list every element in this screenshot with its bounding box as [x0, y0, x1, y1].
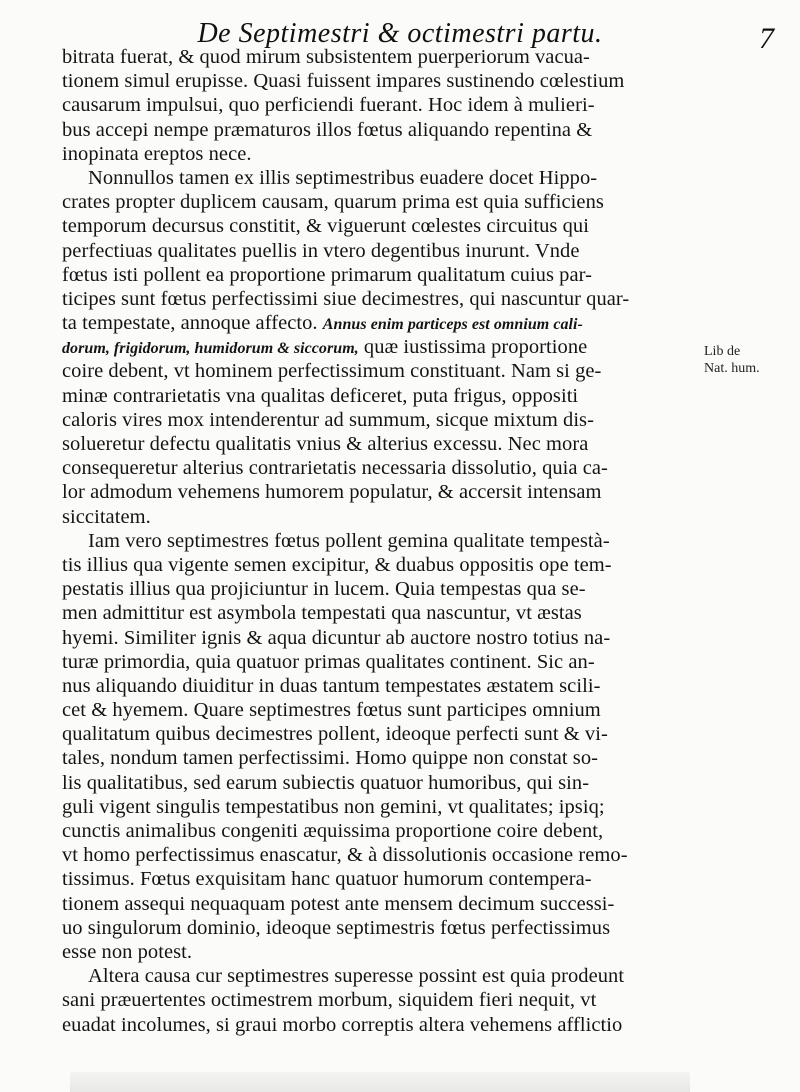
text-line: vt homo perfectissimus enascatur, & à dissolutionis occasione remo- [62, 844, 628, 867]
text-line: lis qualitatibus, sed earum subiectis quatuor humoribus, qui sin- [62, 771, 590, 794]
text-line: perfectiuas qualitates puellis in vtero degentibus inurunt. Vnde [62, 239, 580, 262]
text-line: lor admodum vehemens humorem populatur, & accersit intensam [62, 481, 602, 504]
text-line: tissimus. Fœtus exquisitam hanc quatuor humorum contempera- [62, 868, 592, 891]
page-header [0, 8, 800, 55]
page-number: 7 [759, 22, 774, 55]
text-line-mixed [62, 335, 698, 359]
text-run: quæ iustissima proportione [363, 336, 588, 359]
text-line: inopinata ereptos nece. [62, 142, 252, 165]
text-line: euadat incolumes, si graui morbo correptis altera vehemens afflictio [62, 1013, 623, 1036]
text-line: fœtus isti pollent ea proportione primarum qualitatum cuius par- [62, 263, 592, 286]
text-line: Altera causa cur septimestres superesse possint est quia prodeunt [88, 965, 625, 988]
italic-quote: Annus enim particeps est omnium cali- [322, 316, 583, 334]
text-line: tales, nondum tamen perfectissimi. Homo quippe non constat so- [62, 747, 598, 770]
text-line: bus accepi nempe præmaturos illos fœtus aliquando repentina & [62, 118, 593, 141]
text-line: cet & hyemem. Quare septimestres fœtus sunt participes omnium [62, 699, 601, 722]
text-line: Nonnullos tamen ex illis septimestribus euadere docet Hippo- [88, 166, 598, 189]
text-line: pestatis illius qua projiciuntur in lucem. Quia tempestas qua se- [62, 578, 586, 601]
text-line-mixed [62, 311, 698, 335]
text-run: ta tempestate, annoque affecto. [62, 312, 318, 335]
body-text [62, 45, 698, 1037]
text-line: temporum decursus constitit, & viguerunt cœlestes circuitus qui [62, 215, 589, 238]
italic-quote: dorum, frigidorum, humidorum & siccorum, [62, 340, 359, 358]
page-bottom-edge [70, 1072, 690, 1092]
text-line: sani præuertentes octimestrem morbum, siquidem fieri nequit, vt [62, 989, 597, 1012]
text-line: Iam vero septimestres fœtus pollent gemina qualitate tempestà- [88, 529, 610, 552]
text-line: crates propter duplicem causam, quarum prima est quia sufficiens [62, 191, 604, 214]
text-line: tionem simul erupisse. Quasi fuissent impares sustinendo cœlestium [62, 70, 625, 93]
text-line: consequeretur alterius contrarietatis necessaria dissolutio, quia ca- [62, 457, 608, 480]
text-line: coire debent, vt hominem perfectissimum constituant. Nam si ge- [62, 360, 602, 383]
text-line: men admittitur est asymbola tempestati qua nascuntur, vt æstas [62, 602, 582, 625]
text-line: minæ contrarietatis vna qualitas deficeret, puta frigus, oppositi [62, 384, 579, 407]
text-line: hyemi. Similiter ignis & aqua dicuntur ab auctore nostro totius na- [62, 626, 611, 649]
text-line: guli vigent singulis tempestatibus non gemini, vt qualitates; ipsiq; [62, 795, 605, 818]
running-title: De Septimestri & octimestri partu. [197, 18, 603, 49]
margin-note-line: Nat. hum. [704, 361, 760, 376]
text-line: ticipes sunt fœtus perfectissimi siue decimestres, qui nascuntur quar- [62, 287, 630, 310]
text-line: causarum impulsui, quo perficiendi fuerant. Hoc idem à mulieri- [62, 94, 595, 117]
text-line: solueretur defectu qualitatis vnius & alterius excessu. Nec mora [62, 433, 589, 455]
text-line: tionem assequi nequaquam potest ante mensem decimum successi- [62, 892, 615, 915]
text-line: esse non potest. [62, 940, 193, 963]
text-line: tis illius qua vigente semen excipitur, & duabus oppositis ope tem- [62, 553, 612, 576]
text-line: caloris vires mox intenderentur ad summum, sicque mixtum dis- [62, 408, 594, 431]
text-line: uo singulorum dominio, ideoque septimestris fœtus perfectissimus [62, 916, 611, 939]
text-line: turæ primordia, quia quatuor primas qualitates continent. Sic an- [62, 650, 595, 673]
text-line: nus aliquando diuiditur in duas tantum tempestates æstatem scili- [62, 674, 601, 697]
margin-note [704, 343, 774, 377]
text-line: qualitatum quibus decimestres pollent, ideoque perfecti sunt & vi- [62, 723, 608, 746]
margin-note-line: Lib de [704, 344, 741, 359]
text-line: bitrata fuerat, & quod mirum subsistentem puerperiorum vacua- [62, 46, 590, 68]
text-line: cunctis animalibus congeniti æquissima proportione coire debent, [62, 820, 604, 842]
text-line: siccitatem. [62, 505, 151, 528]
